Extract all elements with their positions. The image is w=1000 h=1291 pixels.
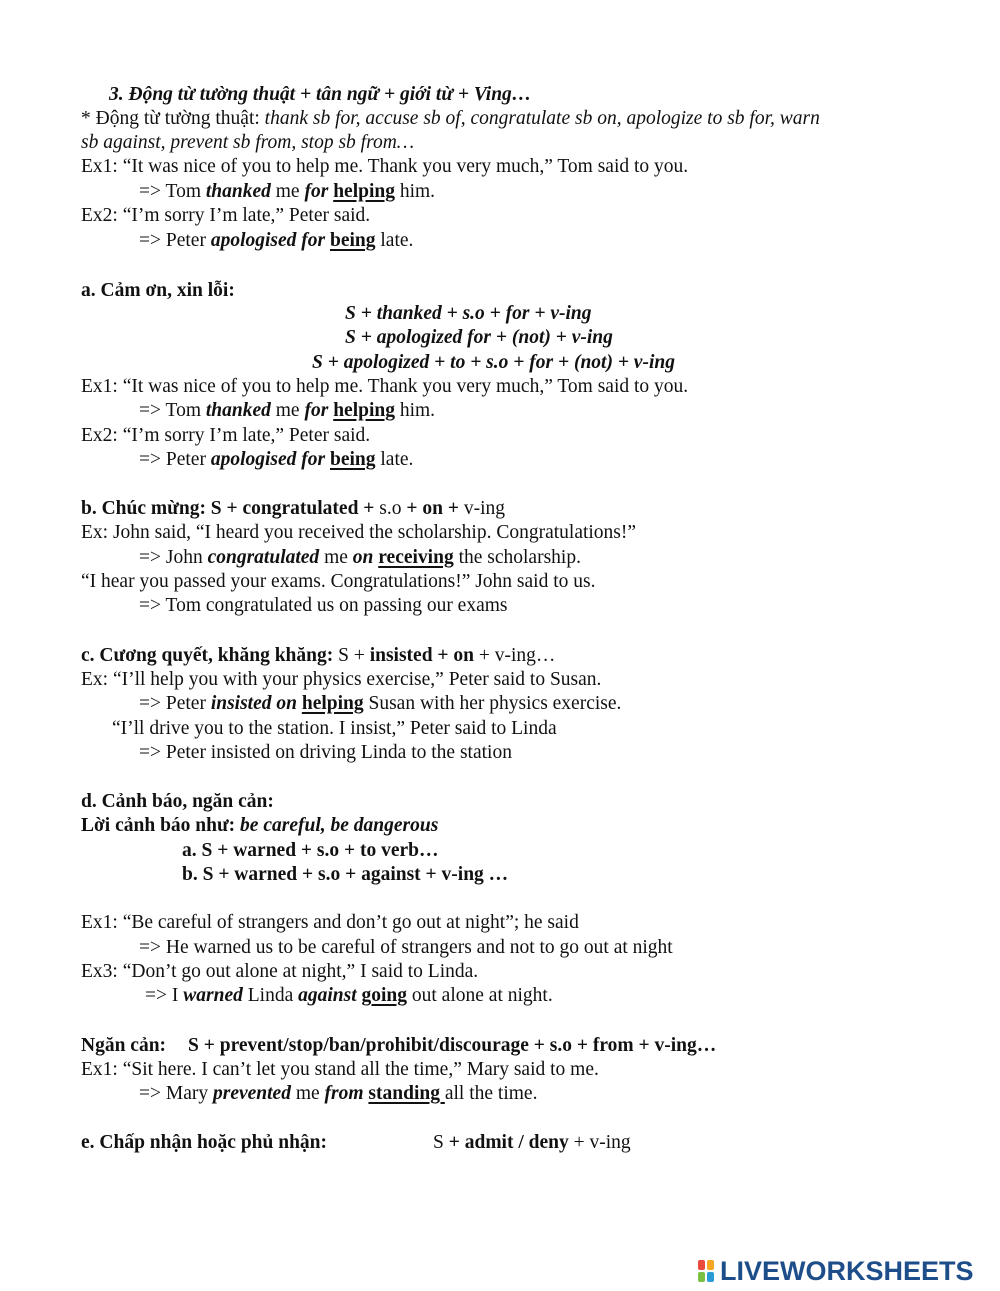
answer-ving: helping (333, 181, 395, 202)
answer-ving: being (329, 449, 376, 470)
reporting-verbs-label: * Động từ tường thuật: (81, 108, 265, 129)
answer-preposition: from (324, 1083, 364, 1104)
title-text: s.o (379, 498, 402, 519)
example-question: Ex1: “It was nice of you to help me. Thank you very much,” Tom said to you. (81, 156, 689, 177)
answer-text: me (270, 181, 305, 202)
reporting-verbs-list: thank sb for, accuse sb of, congratulate sb on, apologize to sb for, warn (264, 108, 820, 129)
answer-text: me (319, 547, 353, 568)
answer-text: out alone at night. (407, 985, 553, 1006)
subsection-title-d: d. Cảnh báo, ngăn cản: (81, 791, 274, 812)
reporting-verbs-list-cont: sb against, prevent sb from, stop sb from… (81, 132, 415, 153)
example-question: Ex2: “I’m sorry I’m late,” Peter said. (81, 425, 371, 446)
answer-text: me (290, 1083, 325, 1104)
answer-text: => Mary (139, 1083, 213, 1104)
example-question: Ex1: “Sit here. I can’t let you stand all the time,” Mary said to me. (81, 1059, 599, 1080)
answer-ving: being (329, 230, 376, 251)
prevent-label: Ngăn cản: (81, 1035, 167, 1056)
formula: S + apologized + to + s.o + for + (not) + v-ing (312, 352, 675, 373)
prevent-formula: S + prevent/stop/ban/prohibit/discourage + s.o + from + v-ing… (188, 1035, 717, 1056)
warning-label: Lời cảnh báo như: (81, 815, 241, 836)
answer-verb: warned (183, 985, 243, 1006)
example-answer (139, 1082, 537, 1106)
example-question: Ex: John said, “I heard you received the scholarship. Congratulations!” (81, 522, 637, 543)
title-text: v-ing (463, 498, 505, 519)
formula-text: + admit / deny (448, 1132, 569, 1153)
answer-verb: congratulated (207, 547, 320, 568)
subsection-title-c (81, 644, 555, 668)
title-text: + v-ing… (474, 645, 556, 666)
warning-line (81, 814, 438, 838)
example-answer: => Tom congratulated us on passing our exams (139, 595, 508, 616)
answer-text: late. (375, 230, 414, 251)
answer-text: all the time. (444, 1083, 538, 1104)
answer-text: => Peter (139, 693, 211, 714)
answer-ving: standing (368, 1083, 445, 1104)
example-answer (139, 448, 413, 472)
example-answer: => Peter insisted on driving Linda to the station (139, 742, 512, 763)
answer-text: => Peter (139, 449, 211, 470)
example-question: Ex2: “I’m sorry I’m late,” Peter said. (81, 205, 371, 226)
answer-text: => I (145, 985, 184, 1006)
formula: b. S + warned + s.o + against + v-ing … (182, 864, 509, 885)
example-question: “I hear you passed your exams. Congratulations!” John said to us. (81, 571, 596, 592)
example-question: Ex: “I’ll help you with your physics exercise,” Peter said to Susan. (81, 669, 602, 690)
answer-verb: prevented (212, 1083, 291, 1104)
answer-text: Susan with her physics exercise. (363, 693, 622, 714)
answer-ving: helping (333, 400, 395, 421)
answer-text: Linda (242, 985, 299, 1006)
formula-text: + v-ing (568, 1132, 631, 1153)
answer-text: him. (394, 181, 436, 202)
answer-verb: apologised for (210, 230, 326, 251)
answer-verb: thanked (205, 400, 271, 421)
logo-icon (698, 1259, 716, 1283)
answer-verb: insisted on (210, 693, 297, 714)
answer-ving: helping (301, 693, 364, 714)
example-question: Ex1: “Be careful of strangers and don’t go out at night”; he said (81, 912, 579, 933)
example-question: Ex1: “It was nice of you to help me. Thank you very much,” Tom said to you. (81, 376, 689, 397)
answer-ving: receiving (378, 547, 454, 568)
answer-text: => Tom (139, 400, 206, 421)
prevent-line (81, 1034, 716, 1058)
example-answer (139, 229, 413, 253)
answer-verb: thanked (205, 181, 271, 202)
section-heading: 3. Động từ tường thuật + tân ngữ + giới từ + Ving… (109, 84, 532, 105)
example-answer (139, 399, 435, 423)
logo-text: LIVEWORKSHEETS (720, 1255, 974, 1286)
example-question: Ex3: “Don’t go out alone at night,” I said to Linda. (81, 961, 479, 982)
answer-text: me (270, 400, 305, 421)
formula: S + apologized for + (not) + v-ing (345, 327, 613, 348)
title-text: S + (338, 645, 370, 666)
title-text: b. Chúc mừng: S + congratulated + (81, 498, 380, 519)
reporting-verbs-line (81, 107, 820, 131)
warning-examples: be careful, be dangerous (240, 815, 439, 836)
answer-preposition: on (352, 547, 374, 568)
answer-text: => John (139, 547, 208, 568)
answer-preposition: for (304, 181, 329, 202)
answer-text: late. (375, 449, 414, 470)
answer-text: him. (394, 400, 436, 421)
answer-verb: apologised for (210, 449, 326, 470)
subsection-title-a: a. Cảm ơn, xin lỗi: (81, 280, 235, 301)
example-answer: => He warned us to be careful of strangers and not to go out at night (139, 937, 673, 958)
formula (433, 1131, 631, 1155)
example-answer (139, 546, 581, 570)
example-answer (139, 180, 435, 204)
title-text: c. Cương quyết, khăng khăng: (81, 645, 339, 666)
example-answer (139, 692, 621, 716)
answer-text: => Tom (139, 181, 206, 202)
formula: S + thanked + s.o + for + v-ing (345, 303, 592, 324)
answer-preposition: for (304, 400, 329, 421)
answer-preposition: against (298, 985, 357, 1006)
formula: a. S + warned + s.o + to verb… (182, 840, 439, 861)
title-text: + on + (401, 498, 464, 519)
answer-ving: going (361, 985, 408, 1006)
formula-text: S (433, 1132, 449, 1153)
subsection-title-b (81, 497, 505, 521)
liveworksheets-logo[interactable] (698, 1257, 974, 1285)
answer-text: the scholarship. (453, 547, 581, 568)
example-question: “I’ll drive you to the station. I insist,” Peter said to Linda (112, 718, 557, 739)
subsection-title-e: e. Chấp nhận hoặc phủ nhận: (81, 1132, 328, 1153)
answer-text: => Peter (139, 230, 211, 251)
title-text: insisted + on (369, 645, 475, 666)
example-answer (145, 984, 553, 1008)
